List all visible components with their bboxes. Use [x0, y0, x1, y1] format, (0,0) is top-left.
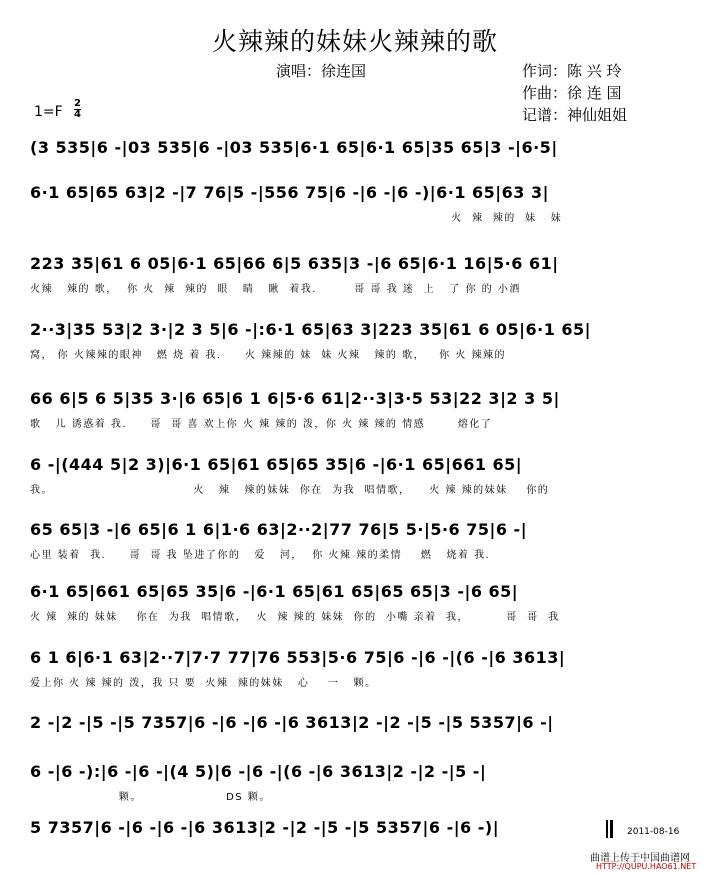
score-row-9 — [30, 648, 690, 692]
lyrics-line: 歌 儿 诱惑着 我. 哥 哥 喜 欢上你 火 辣 辣的 泼，你 火 辣 辣的 情感 熔化了 — [30, 419, 493, 430]
score-row-3 — [30, 254, 690, 298]
lyrics-line — [30, 164, 690, 182]
notation-line: 66 6|5 6 5|35 3·|6 65|6 1 6|5·6 61|2··3|3·5 53|22 3|2 3 5| — [30, 389, 560, 408]
lyrics-line: 颗。 DS 颗。 — [30, 792, 271, 803]
score-date: 2011-08-16 — [627, 827, 680, 837]
notation-line: 6 -|6 -):|6 -|6 -|(4 5)|6 -|6 -|(6 -|6 3613|2 -|2 -|5 -| — [30, 762, 487, 781]
lyrics-line: 心里 装着 我. 哥 哥 我 坠进了你的 爱 河， 你 火辣 辣的柔情 燃 烧着 我. — [30, 550, 491, 561]
score-row-10 — [30, 713, 690, 757]
notation-line: (3 535|6 -|03 535|6 -|03 535|6·1 65|6·1 65|35 65|3 -|6·5| — [30, 138, 558, 157]
notation-line: 5 7357|6 -|6 -|6 -|6 3613|2 -|2 -|5 -|5 5357|6 -|6 -)| — [30, 818, 500, 837]
score-row-11 — [30, 762, 690, 806]
time-signature — [74, 99, 81, 120]
score-row-5 — [30, 389, 690, 433]
lyrics-line: 爱上你 火 辣 辣的 泼，我 只 要 火辣 辣的妹妹 心 一 颗。 — [30, 678, 377, 689]
score-row-6 — [30, 455, 690, 499]
lyricist-credit: 作词：陈 兴 玲 — [522, 62, 622, 80]
score-row-4 — [30, 320, 690, 364]
key-signature: 1=F — [34, 104, 63, 120]
notation-line: 223 35|61 6 05|6·1 65|66 6|5 635|3 -|6 65|6·1 16|5·6 61| — [30, 254, 559, 273]
singer-credit: 演唱：徐连国 — [276, 62, 367, 80]
notation-line: 65 65|3 -|6 65|6 1 6|1·6 63|2··2|77 76|5 5·|5·6 75|6 -| — [30, 520, 528, 539]
time-signature-bottom: 4 — [74, 109, 81, 120]
lyrics-line: 我。 火 辣 辣的妹妹 你在 为我 唱情歌， 火 辣 辣的妹妹 你的 — [30, 485, 550, 496]
lyrics-line: 火辣 辣的 歌， 你 火 辣 辣的 眼 睛 瞅 着我. 哥 哥 我 迷 上 了 你 的 小酒 — [30, 284, 521, 295]
lyrics-line: 火 辣 辣的 妹 妹 — [30, 213, 563, 224]
notation-line: 6 -|(444 5|2 3)|6·1 65|61 65|65 35|6 -|6·1 65|661 65| — [30, 455, 523, 474]
notation-line: 2 -|2 -|5 -|5 7357|6 -|6 -|6 -|6 3613|2 -|2 -|5 -|5 5357|6 -| — [30, 713, 554, 732]
notation-line: 6·1 65|65 63|2 -|7 76|5 -|556 75|6 -|6 -|6 -)|6·1 65|63 3| — [30, 183, 549, 202]
lyrics-line: 窝， 你 火辣辣的眼神 燃 烧 着 我. 火 辣辣的 妹 妹 火辣 辣的 歌， 你 火 辣辣的 — [30, 350, 507, 361]
notation-line: 6 1 6|6·1 63|2··7|7·7 77|76 553|5·6 75|6 -|6 -|(6 -|6 3613| — [30, 648, 566, 667]
final-barline-thick — [610, 820, 613, 838]
notation-line: 2··3|35 53|2 3·|2 3 5|6 -|:6·1 65|63 3|223 35|61 6 05|6·1 65| — [30, 320, 592, 339]
final-barline — [606, 820, 608, 838]
composer-credit: 作曲：徐 连 国 — [522, 84, 622, 102]
lyrics-line — [30, 739, 690, 757]
lyrics-line: 火 辣 辣的 妹妹 你在 为我 唱情歌， 火 辣 辣的 妹妹 你的 小嘴 亲着 我， 哥 哥 我 — [30, 612, 560, 623]
score-row-8 — [30, 582, 690, 626]
score-row-7 — [30, 520, 690, 564]
notation-line: 6·1 65|661 65|65 35|6 -|6·1 65|61 65|65 65|3 -|6 65| — [30, 582, 519, 601]
score-row-2 — [30, 183, 690, 227]
song-title: 火辣辣的妹妹火辣辣的歌 — [211, 27, 498, 56]
transcriber-credit: 记谱：神仙姐姐 — [522, 106, 628, 124]
footer-site-name: 曲谱上传于中国曲谱网 — [590, 853, 690, 864]
footer-site-url: HTTP://QUPU.HAO61.NET — [596, 862, 697, 871]
score-row-1 — [30, 138, 690, 182]
time-signature-top: 2 — [74, 98, 81, 109]
